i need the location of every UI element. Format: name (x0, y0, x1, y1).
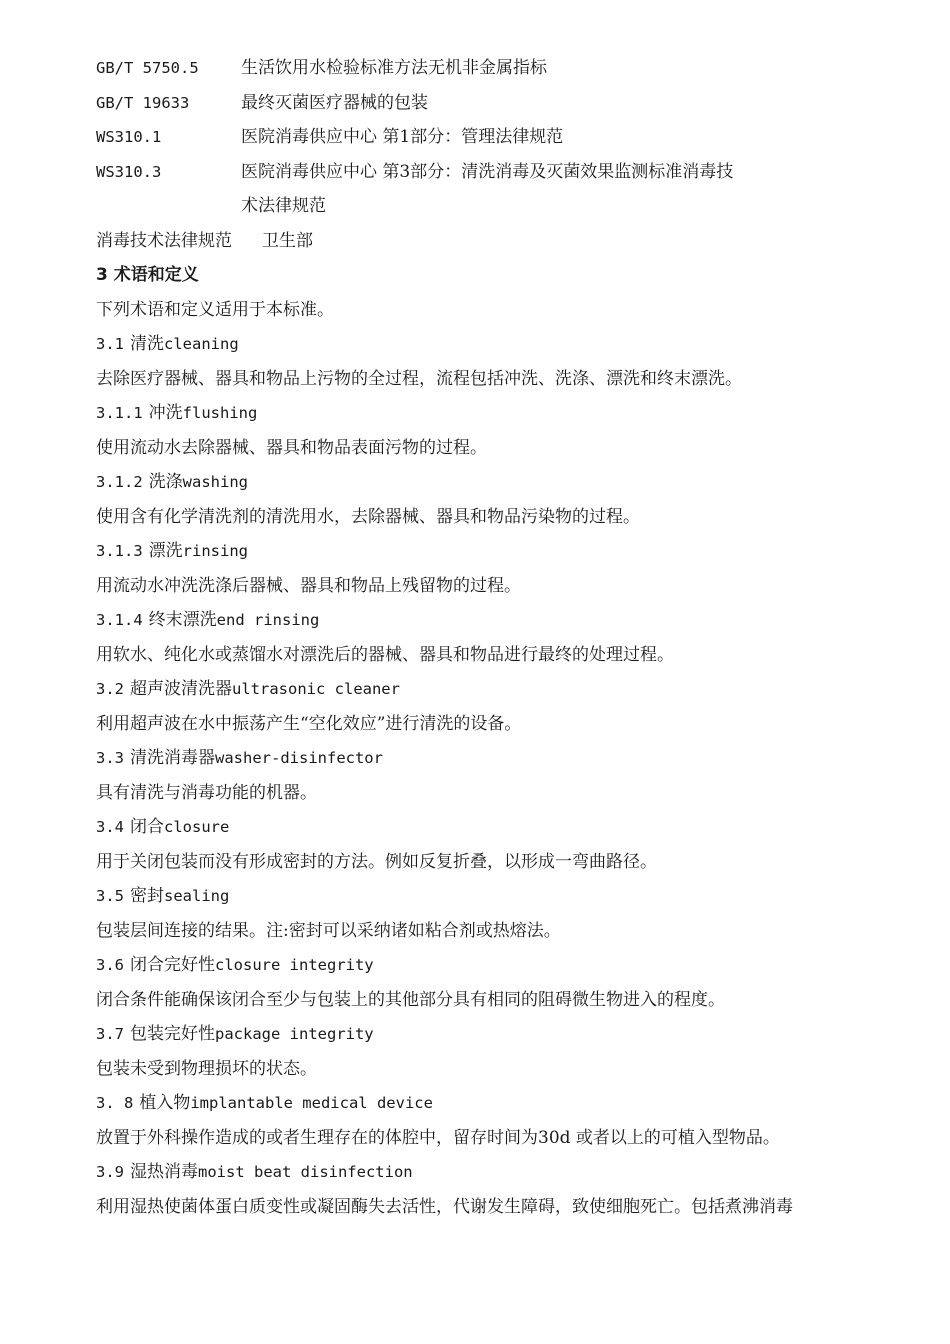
term-number: 3.4 (96, 818, 124, 836)
term-heading (96, 606, 896, 641)
term-definition: 使用流动水去除器械、器具和物品表面污物的过程。 (96, 437, 487, 458)
reference-row (96, 54, 896, 89)
term-number: 3.1.4 (96, 611, 143, 629)
extra-reference-issuer: 卫生部 (262, 230, 313, 251)
reference-title: 最终灭菌医疗器械的包装 (241, 92, 428, 113)
term-chinese: 湿热消毒 (130, 1162, 198, 1182)
term-heading (96, 744, 896, 779)
reference-code: GB/T 19633 (96, 93, 190, 112)
term-chinese: 终末漂洗 (148, 610, 217, 630)
term-number: 3.7 (96, 1025, 124, 1043)
term-number: 3.3 (96, 749, 124, 767)
term-list (96, 330, 896, 1227)
term-english: flushing (182, 404, 258, 422)
term-english: ultrasonic cleaner (232, 680, 400, 698)
term-english: implantable medical device (190, 1094, 433, 1112)
term-chinese: 清洗 (130, 334, 164, 354)
term-heading (96, 468, 896, 503)
term-number: 3.6 (96, 956, 124, 974)
term-english: washer-disinfector (215, 749, 383, 767)
term-definition: 利用超声波在水中振荡产生“空化效应”进行清洗的设备。 (96, 713, 522, 734)
term-chinese: 包装完好性 (130, 1024, 215, 1044)
term-chinese: 植入物 (139, 1093, 191, 1113)
term-heading (96, 882, 896, 917)
reference-title: 医院消毒供应中心 第3部分：清洗消毒及灭菌效果监测标准消毒技 (241, 161, 734, 182)
term-heading (96, 330, 896, 365)
term-chinese: 清洗消毒器 (130, 748, 215, 768)
term-definition: 放置于外科操作造成的或者生理存在的体腔中，留存时间为30d 或者以上的可植入型物品。 (96, 1127, 780, 1148)
term-english: cleaning (164, 335, 239, 353)
term-number: 3.1.1 (96, 404, 143, 422)
term-chinese: 冲洗 (148, 403, 183, 423)
term-english: end rinsing (216, 611, 320, 629)
section-heading: 3 术语和定义 (96, 265, 199, 285)
term-chinese: 超声波清洗器 (130, 679, 232, 699)
term-number: 3. 8 (96, 1094, 134, 1112)
term-heading (96, 1089, 896, 1124)
term-number: 3.2 (96, 680, 124, 698)
reference-title-continued: 术法律规范 (241, 196, 326, 216)
term-heading (96, 1020, 896, 1055)
term-number: 3.1.3 (96, 542, 143, 560)
term-number: 3.1.2 (96, 473, 143, 491)
reference-title: 医院消毒供应中心 第1部分：管理法律规范 (241, 127, 564, 147)
term-definition: 包装未受到物理损坏的状态。 (96, 1058, 317, 1079)
term-english: package integrity (215, 1025, 374, 1043)
term-chinese: 闭合完好性 (130, 955, 215, 975)
term-chinese: 闭合 (130, 817, 164, 837)
term-definition: 具有清洗与消毒功能的机器。 (96, 782, 317, 803)
term-definition: 用软水、纯化水或蒸馏水对漂洗后的器械、器具和物品进行最终的处理过程。 (96, 644, 674, 665)
term-heading (96, 399, 896, 434)
term-definition: 闭合条件能确保该闭合至少与包装上的其他部分具有相同的阻碍微生物进入的程度。 (96, 989, 725, 1010)
term-heading (96, 1158, 896, 1193)
term-english: closure (164, 818, 230, 836)
document-page (96, 54, 896, 1227)
extra-reference (96, 227, 896, 262)
section-intro: 下列术语和定义适用于本标准。 (96, 299, 334, 320)
term-definition: 包装层间连接的结果。注:密封可以采纳诸如粘合剂或热熔法。 (96, 920, 561, 941)
term-heading (96, 537, 896, 572)
reference-row (96, 123, 896, 158)
term-definition: 使用含有化学清洗剂的清洗用水，去除器械、器具和物品污染物的过程。 (96, 506, 640, 527)
term-heading (96, 675, 896, 710)
term-heading (96, 951, 896, 986)
term-definition: 利用湿热使菌体蛋白质变性或凝固酶失去活性，代谢发生障碍，致使细胞死亡。包括煮沸消毒 (96, 1196, 793, 1217)
reference-row (96, 158, 896, 193)
term-chinese: 漂洗 (148, 541, 183, 561)
reference-code: GB/T 5750.5 (96, 59, 199, 77)
term-english: moist beat disinfection (198, 1163, 413, 1181)
term-number: 3.9 (96, 1163, 124, 1181)
term-english: sealing (164, 887, 230, 905)
reference-title: 生活饮用水检验标准方法无机非金属指标 (241, 58, 547, 78)
term-english: washing (182, 473, 248, 491)
term-heading (96, 813, 896, 848)
reference-code: WS310.3 (96, 162, 162, 181)
term-english: rinsing (182, 542, 248, 560)
extra-reference-name: 消毒技术法律规范 (96, 230, 232, 251)
term-number: 3.5 (96, 887, 124, 905)
term-chinese: 密封 (130, 886, 164, 906)
term-number: 3.1 (96, 335, 124, 353)
term-definition: 用流动水冲洗洗涤后器械、器具和物品上残留物的过程。 (96, 575, 521, 596)
term-english: closure integrity (215, 956, 374, 974)
term-definition: 去除医疗器械、器具和物品上污物的全过程，流程包括冲洗、洗涤、漂洗和终末漂洗。 (96, 368, 742, 389)
term-definition: 用于关闭包装而没有形成密封的方法。例如反复折叠，以形成一弯曲路径。 (96, 851, 657, 872)
reference-code: WS310.1 (96, 128, 162, 146)
term-chinese: 洗涤 (148, 472, 183, 492)
reference-row (96, 89, 896, 124)
